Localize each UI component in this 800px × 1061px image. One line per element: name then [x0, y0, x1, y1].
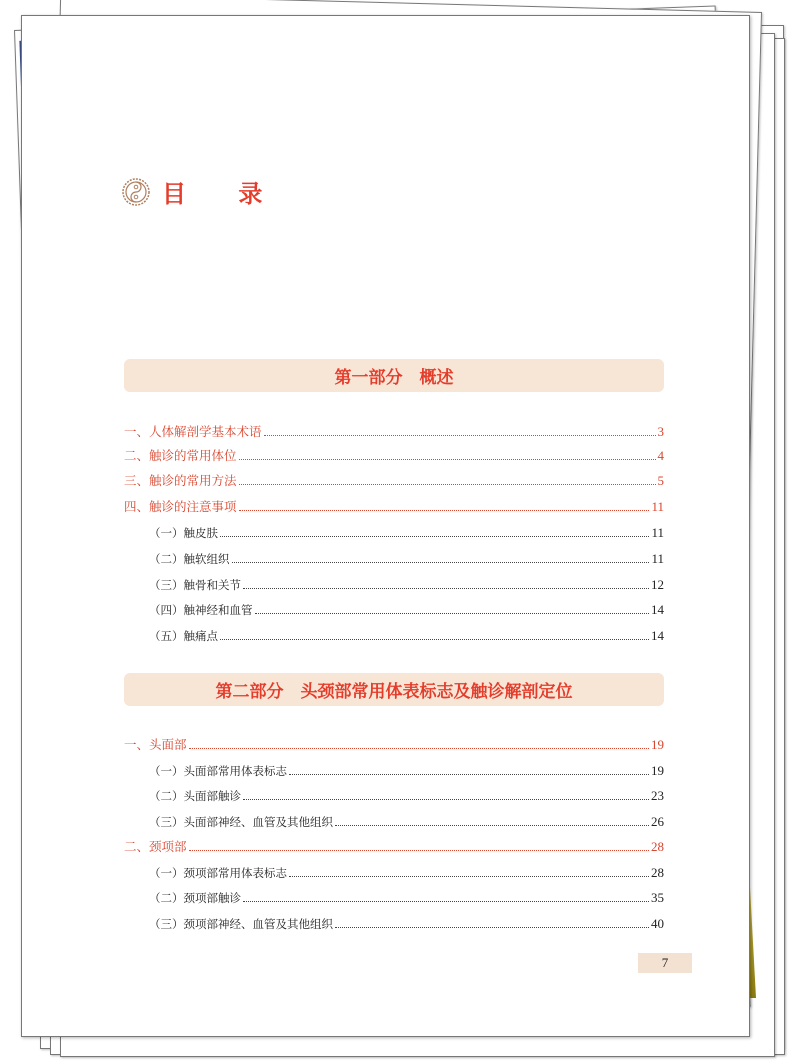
- toc-entry[interactable]: 一、人体解剖学基本术语 3: [124, 424, 664, 439]
- toc-subentry[interactable]: （二）头面部触诊 23: [149, 788, 664, 803]
- toc-subentry[interactable]: （五）触痛点 14: [149, 628, 664, 643]
- toc-entry[interactable]: 四、触诊的注意事项 11: [124, 499, 664, 514]
- toc-header: [122, 174, 284, 209]
- toc-subentry[interactable]: （二）触软组织 11: [149, 551, 664, 566]
- toc-subentry[interactable]: （三）触骨和关节 12: [149, 577, 664, 592]
- toc-subentry[interactable]: （一）触皮肤 11: [149, 525, 664, 540]
- toc-entry[interactable]: 二、触诊的常用体位 4: [124, 448, 664, 463]
- toc-entry[interactable]: 二、颈项部 28: [124, 839, 664, 854]
- toc-subentry[interactable]: （三）头面部神经、血管及其他组织 26: [149, 814, 664, 829]
- toc-subentry[interactable]: （四）触神经和血管 14: [149, 602, 664, 617]
- toc-entry[interactable]: 一、头面部 19: [124, 737, 664, 752]
- page-number: 7: [638, 953, 692, 973]
- toc-subentry[interactable]: （三）颈项部神经、血管及其他组织 40: [149, 916, 664, 931]
- part-heading: 第二部分 头颈部常用体表标志及触诊解剖定位: [124, 673, 664, 706]
- toc-page: [21, 15, 750, 1037]
- page-title: 目 录: [162, 179, 285, 208]
- toc-subentry[interactable]: （一）头面部常用体表标志 19: [149, 763, 664, 778]
- taiji-seal-icon: [122, 178, 150, 206]
- toc-subentry[interactable]: （二）颈项部触诊 35: [149, 890, 664, 905]
- toc-subentry[interactable]: （一）颈项部常用体表标志 28: [149, 865, 664, 880]
- part-heading: 第一部分 概述: [124, 359, 664, 392]
- toc-entry[interactable]: 三、触诊的常用方法 5: [124, 473, 664, 488]
